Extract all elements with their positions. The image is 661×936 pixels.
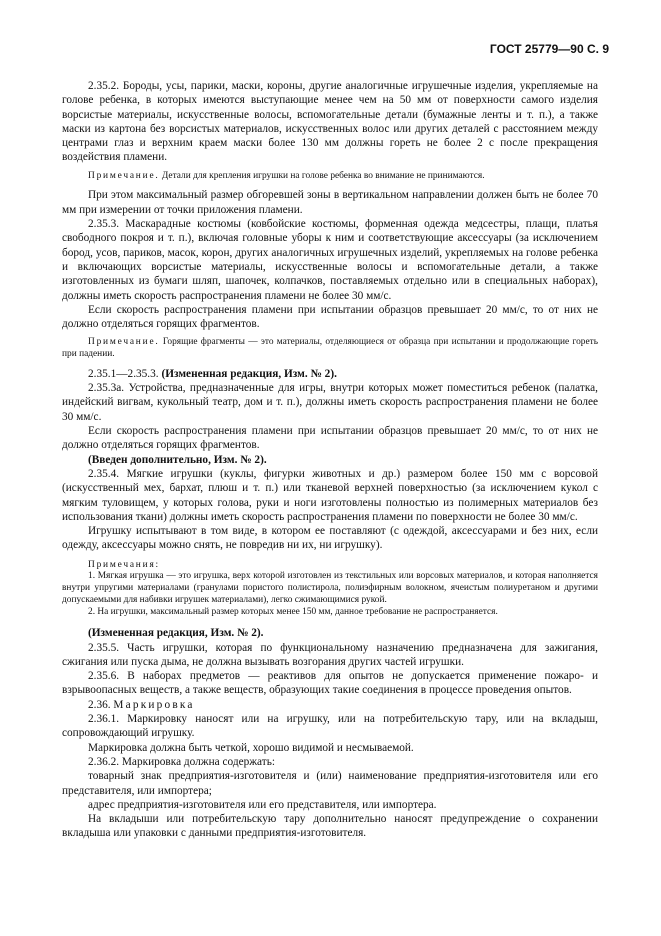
paragraph-max-zone: При этом максимальный размер обгоревшей зоны в вертикальном направлении должен быть не более 70 мм при измерении от точки приложения пламени. bbox=[62, 189, 598, 216]
note-1 bbox=[62, 171, 598, 183]
introduced-note: (Введен дополнительно, Изм. № 2). bbox=[88, 453, 267, 466]
paragraph-trademark: товарный знак предприятия-изготовителя и (или) наименование предприятия-изготовителя или его представителя, или импортера; bbox=[62, 770, 598, 797]
paragraph-speed-2: Если скорость распространения пламени при испытании образцов превышает 20 мм/с, то от них не должно отделяться горящих фрагментов. bbox=[62, 425, 598, 452]
revision-note-1-bold: (Измененная редакция, Изм. № 2). bbox=[161, 367, 337, 380]
paragraph-insert: На вкладыши или потребительскую тару дополнительно наносят предупреждение о сохранении вкладыша или упаковки с данными предприятия-изготовителя. bbox=[62, 813, 598, 840]
note-2-label: Примечание. bbox=[88, 337, 160, 348]
note-item-1: 1. Мягкая игрушка — это игрушка, верх которой изготовлен из текстильных или ворсовых материалов, и которая наполняется внутри упругими материалами (гранулами пористого полистирола, полиэфирным волокном, ячеистым полиуретаном и другими допускаемыми для набивки игрушек материалами), легко сжимающимися рукой. bbox=[62, 571, 598, 605]
note-1-label: Примечание. bbox=[88, 170, 160, 181]
note-1-text: Детали для крепления игрушки на голове ребенка во внимание не принимаются. bbox=[159, 170, 485, 181]
section-2-36-title: Маркировка bbox=[113, 698, 195, 711]
section-2-36-number: 2.36. bbox=[88, 698, 114, 711]
clause-2-35-6: 2.35.6. В наборах предметов — реактивов для опытов не допускается применение пожаро- и взрывоопасных веществ, а также веществ, образующих такие соединения в процессе проведения опытов. bbox=[62, 670, 598, 697]
revision-note-1-prefix: 2.35.1—2.35.3. bbox=[88, 367, 162, 380]
note-item-2: 2. На игрушки, максимальный размер которых менее 150 мм, данное требование не распространяется. bbox=[88, 606, 498, 617]
page-header: ГОСТ 25779—90 С. 9 bbox=[489, 42, 609, 56]
note-2-text: Горящие фрагменты — это материалы, отделяющиеся от образца при испытании и продолжающие гореть при падении. bbox=[62, 337, 598, 360]
clause-2-36-2: 2.36.2. Маркировка должна содержать: bbox=[88, 755, 275, 768]
clause-2-35-3: 2.35.3. Маскарадные костюмы (ковбойские костюмы, форменная одежда медсестры, плащи, платья свободного покроя и т. п.), включая головные уборы к ним и соответствующие аксессуары (за исключением бород, усов, париков, масок, корон, других аналогичных игрушечных изделий, укрепляемых на голове ребенка и включающих ворсистые материалы, искусственные волосы и вспомогательные детали, а также изготовленных из бумаги шляп, шапочек, колпачков, поставляемых отдельно или в специальных наборах), должны иметь скорость распространения пламени не более 30 мм/с. bbox=[62, 218, 598, 302]
document-body bbox=[62, 79, 598, 841]
clause-2-35-5: 2.35.5. Часть игрушки, которая по функциональному назначению предназначена для зажигания, сжигания или пуска дыма, не должна вызывать возгорания других частей игрушки. bbox=[62, 641, 598, 668]
clause-2-35-3a: 2.35.3а. Устройства, предназначенные для игры, внутри которых может поместиться ребенок (палатка, индейский вигвам, кукольный театр, дом и т. п.), должны иметь скорость распространения пламени не более 30 мм/с. bbox=[62, 382, 598, 423]
section-2-36-heading bbox=[62, 698, 598, 712]
clause-2-35-2: 2.35.2. Бороды, усы, парики, маски, короны, другие аналогичные игрушечные изделия, укрепляемые на голове ребенка, в которых имеются выступающие менее чем на 50 мм от поверхности самого изделия ворсистые материалы, искусственные волосы, вспомогательные детали (бумажные ленты и т. п.), а также маски из картона без ворсистых материалов, искусственных волос или других деталей с расстоянием между центрами глаз и верхним краем маски более 130 мм должны гореть не более 2 с после прекращения воздействия пламени. bbox=[62, 80, 598, 164]
revision-note-1 bbox=[62, 367, 598, 381]
paragraph-marking: Маркировка должна быть четкой, хорошо видимой и несмываемой. bbox=[88, 741, 414, 754]
clause-2-36-1: 2.36.1. Маркировку наносят или на игрушку, или на потребительскую тару, или на вкладыш, сопровождающий игрушку. bbox=[62, 713, 598, 740]
note-2 bbox=[62, 337, 598, 360]
revision-note-2: (Измененная редакция, Изм. № 2). bbox=[88, 627, 264, 640]
clause-2-35-4: 2.35.4. Мягкие игрушки (куклы, фигурки животных и др.) размером более 150 мм с ворсовой (искусственный мех, бархат, плюш и т. п.) или тканевой верхней поверхностью (за исключением кукол с мягким туловищем, у которых голова, руки и ноги изготовлены полностью из полимерных материалов без использования ткани) должны иметь скорость распространения пламени по поверхности не более 30 мм/с. bbox=[62, 467, 598, 523]
paragraph-speed-1: Если скорость распространения пламени при испытании образцов превышает 20 мм/с, то от них не должно отделяться горящих фрагментов. bbox=[62, 303, 598, 331]
paragraph-testing: Игрушку испытывают в том виде, в котором ее поставляют (с одеждой, аксессуарами и без них, если одежду, аксессуары можно снять, не повредив ни их, ни игрушку). bbox=[62, 525, 598, 552]
paragraph-address: адрес предприятия-изготовителя или его представителя, или импортера. bbox=[88, 798, 437, 811]
notes-label: Примечания: bbox=[88, 559, 160, 570]
